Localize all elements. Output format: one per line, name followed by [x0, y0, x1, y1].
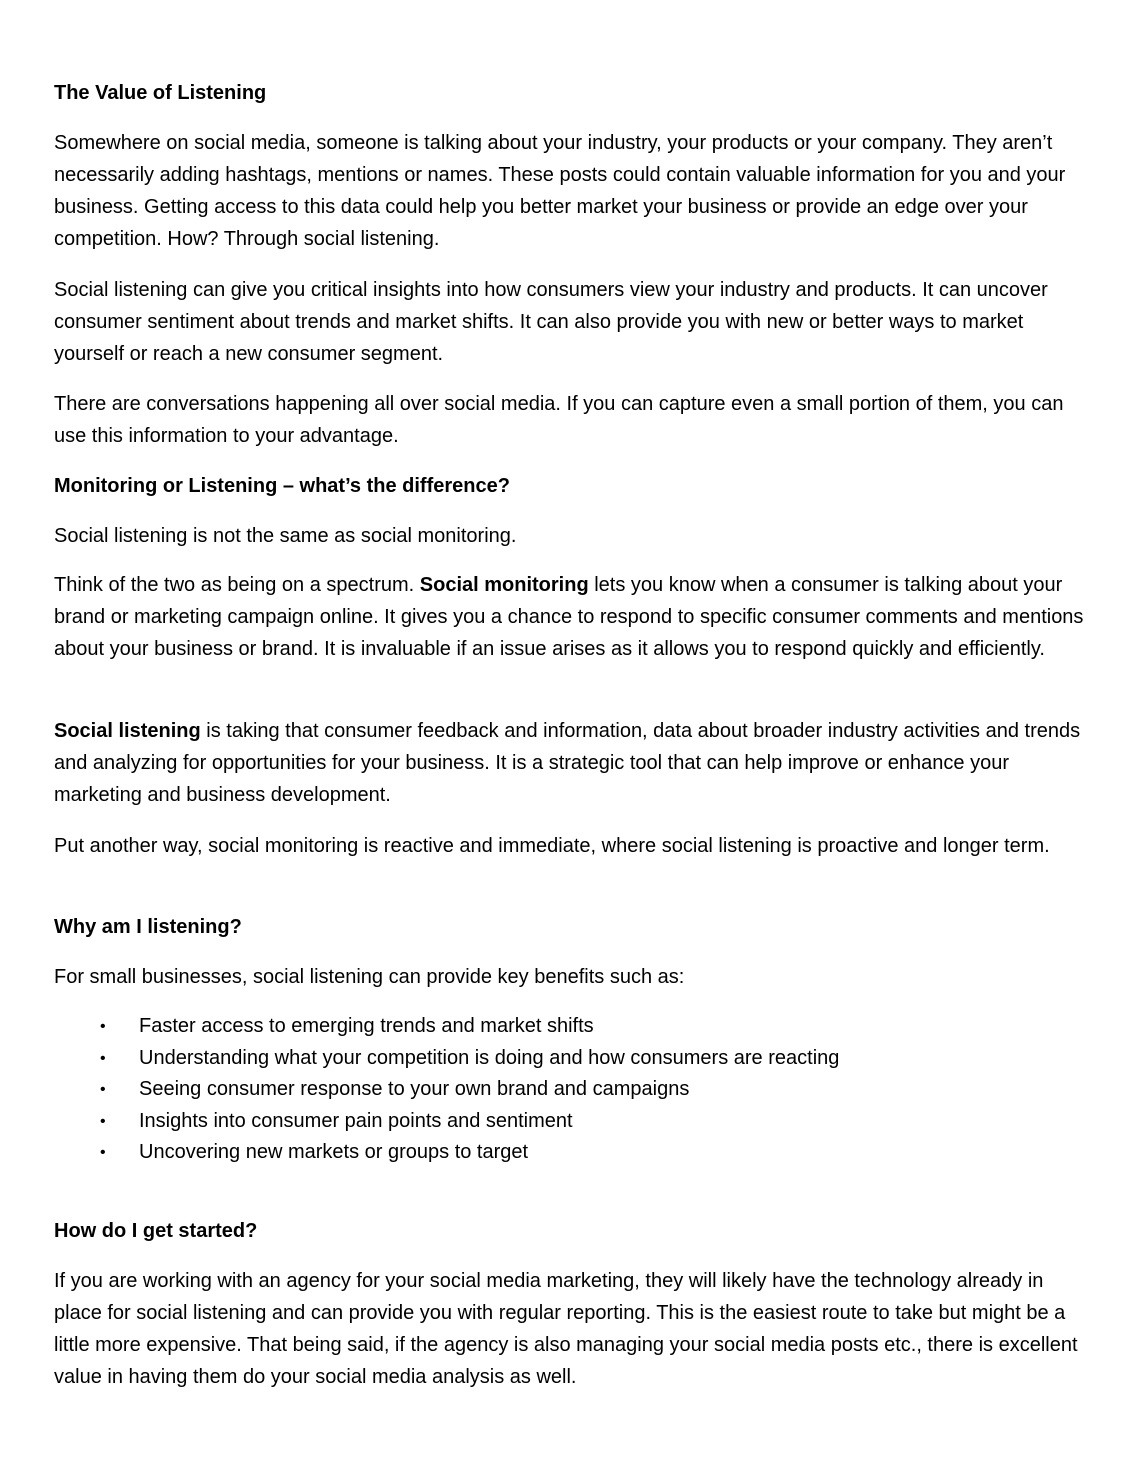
spectrum-rest: lets you know when a consumer is talking about your brand or marketing campaign online. It gives you a chance to respond to specific consumer comments and mentions about your business or brand. It is invaluable if an issue arises as it allows you to respond quickly and efficiently.	[54, 574, 1084, 660]
benefits-list	[54, 1011, 1086, 1169]
bullet-icon: •	[100, 1018, 106, 1035]
list-item: • Seeing consumer response to your own brand and campaigns	[54, 1074, 1086, 1106]
list-item: • Understanding what your competition is doing and how consumers are reacting	[54, 1043, 1086, 1075]
bullet-icon: •	[100, 1081, 106, 1098]
bullet-icon: •	[100, 1144, 106, 1161]
paragraph-agency: If you are working with an agency for your social media marketing, they will likely have the technology already in place for social listening and can provide you with regular reporting. This is the easiest route to take but might be a little more expensive. That being said, if the agency is also managing your social media posts etc., there is excellent value in having them do your social media analysis as well.	[54, 1270, 1078, 1388]
spectrum-lead: Think of the two as being on a spectrum.	[54, 574, 420, 596]
paragraph-intro: Somewhere on social media, someone is talking about your industry, your products or your company. They aren’t necessarily adding hashtags, mentions or names. These posts could contain valuable information for you and your business. Getting access to this data could help you better market your business or provide an edge over your competition. How? Through social listening.	[54, 132, 1066, 250]
social-listening-rest: is taking that consumer feedback and information, data about broader industry activities and trends and analyzing for opportunities for your business. It is a strategic tool that can help improve or enhance your marketing and business development.	[54, 720, 1081, 806]
paragraph-benefits-intro: For small businesses, social listening can provide key benefits such as:	[54, 966, 685, 988]
why-heading: Why am I listening?	[54, 916, 242, 938]
social-listening-term: Social listening	[54, 720, 201, 742]
paragraph-insights: Social listening can give you critical insights into how consumers view your industry and products. It can uncover consumer sentiment about trends and market shifts. It can also provide you with new or better ways to market yourself or reach a new consumer segment.	[54, 279, 1048, 365]
social-monitoring-term: Social monitoring	[419, 574, 589, 596]
paragraph-not-same: Social listening is not the same as social monitoring.	[54, 525, 517, 547]
bullet-icon: •	[100, 1049, 106, 1067]
paragraph-another-way: Put another way, social monitoring is reactive and immediate, where social listening is proactive and longer term.	[54, 835, 1050, 857]
bullet-icon: •	[100, 1112, 106, 1130]
start-heading: How do I get started?	[54, 1220, 258, 1242]
list-item: • Uncovering new markets or groups to target	[54, 1137, 1086, 1169]
paragraph-spectrum	[54, 569, 1086, 665]
paragraph-conversations: There are conversations happening all over social media. If you can capture even a small portion of them, you can use this information to your advantage.	[54, 393, 1064, 447]
value-heading: The Value of Listening	[54, 82, 267, 104]
paragraph-social-listening	[54, 715, 1086, 811]
monitoring-heading: Monitoring or Listening – what’s the difference?	[54, 475, 510, 497]
list-item: • Faster access to emerging trends and market shifts	[54, 1011, 1086, 1043]
list-item: • Insights into consumer pain points and sentiment	[54, 1106, 1086, 1138]
